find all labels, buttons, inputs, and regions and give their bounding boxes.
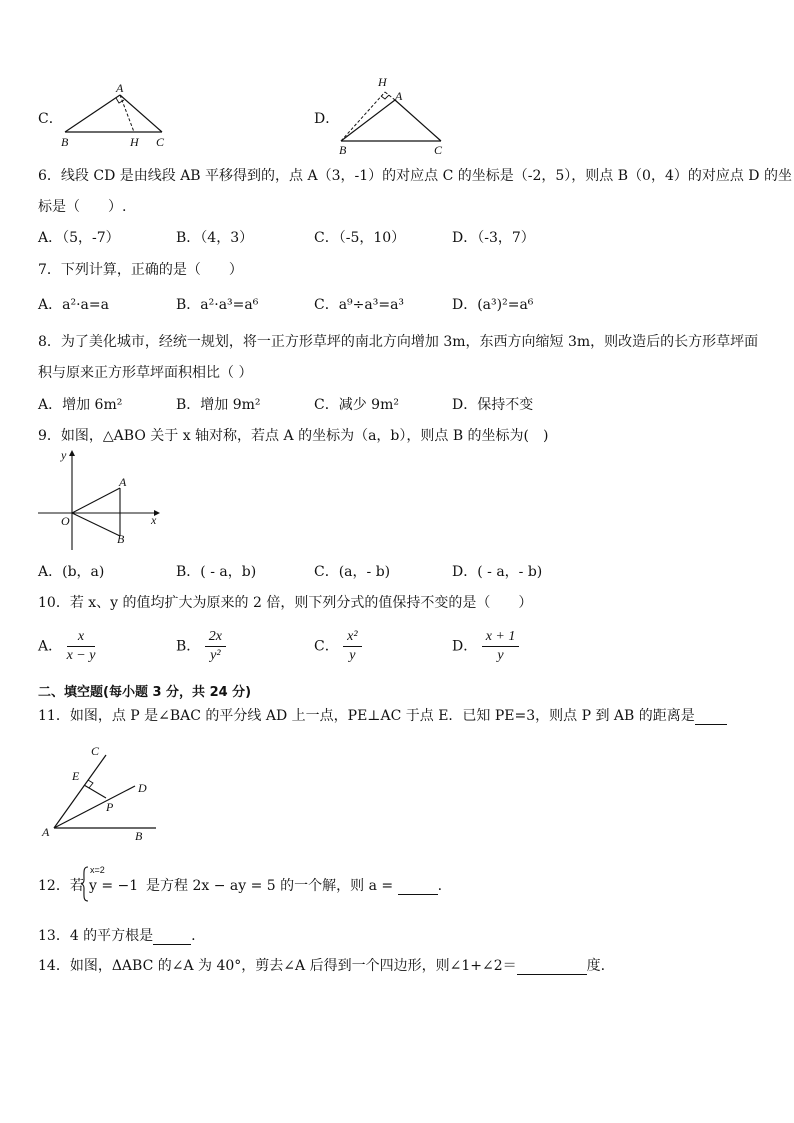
q6-stem-line2: 标是（ ）.: [38, 199, 127, 215]
q12-stem-rest: [146, 877, 442, 895]
q5-figure-c: [58, 80, 173, 150]
q8-stem-line2: 积与原来正方形草坪面积相比（ ）: [38, 365, 253, 381]
q12-system-bottom: y = −1: [89, 878, 139, 894]
q9-option-d: D．( - a，- b): [452, 564, 543, 580]
q11-angle-figure: [38, 740, 168, 845]
q9-label-y: y: [61, 448, 67, 462]
q10-option-d-fraction: [482, 628, 520, 665]
q10-option-d-label: D．: [452, 638, 478, 655]
q11-answer-blank[interactable]: [695, 710, 727, 725]
q9-label-a: A: [119, 475, 127, 489]
q8-option-a: A．增加 6m²: [38, 397, 123, 413]
q9-coordinate-figure: [36, 446, 166, 554]
q7-option-c: C．a⁹÷a³=a³: [314, 297, 405, 313]
q11-stem: [38, 707, 727, 725]
q11-label-d: D: [138, 781, 147, 795]
q14-stem-text: 14．如图，ΔABC 的∠A 为 40°，剪去∠A 后得到一个四边形，则∠1+∠2＝: [38, 958, 517, 974]
q5-option-c-label: C．: [38, 111, 63, 127]
q10-option-b-label: B．: [176, 638, 201, 655]
q10-a-denominator: x − y: [66, 648, 96, 663]
q5-option-d-label: D．: [314, 111, 340, 127]
q10-d-numerator: x + 1: [482, 628, 520, 647]
q12-end: .: [437, 878, 443, 894]
q11-stem-text: 11．如图，点 P 是∠BAC 的平分线 AD 上一点，PE⊥AC 于点 E．已知 PE=3，则点 P 到 AB 的距离是: [38, 708, 695, 724]
q10-a-numerator: x: [67, 628, 96, 647]
q11-label-b: B: [135, 829, 143, 843]
q5d-label-h: H: [378, 75, 387, 89]
q6-option-a: A．（5，-7）: [38, 230, 120, 246]
q14-stem: [38, 957, 605, 975]
q13-stem: [38, 927, 196, 945]
q6-option-d: D．（-3，7）: [452, 230, 535, 246]
q10-option-c: [314, 628, 362, 665]
q12-stem-text: 是方程 2x − ay = 5 的一个解，则 a =: [146, 878, 394, 894]
q12-answer-blank[interactable]: [398, 880, 438, 895]
section-fill-in-title: 二、填空题(每小题 3 分，共 24 分): [38, 685, 252, 700]
q10-b-numerator: 2x: [205, 628, 226, 647]
q5d-label-c: C: [434, 143, 443, 157]
q9-label-b: B: [117, 532, 125, 546]
q5c-label-h: H: [130, 135, 139, 149]
q6-option-c: C．（-5，10）: [314, 230, 406, 246]
q9-option-a: A．(b，a): [38, 564, 105, 580]
q6-stem-line1: 6．线段 CD 是由线段 AB 平移得到的，点 A（3，-1）的对应点 C 的坐标是（-2，5），则点 B（0，4）的对应点 D 的坐: [38, 168, 792, 184]
q10-option-b: [176, 628, 226, 665]
q8-option-c: C．减少 9m²: [314, 397, 399, 413]
q8-stem-line1: 8．为了美化城市，经统一规划，将一正方形草坪的南北方向增加 3m，东西方向缩短 3m，则改造后的长方形草坪面: [38, 334, 759, 350]
q9-label-x: x: [151, 513, 157, 527]
q5c-label-c: C: [156, 135, 165, 149]
q5d-label-a: A: [395, 89, 403, 103]
q7-stem: 7．下列计算，正确的是（ ）: [38, 262, 243, 278]
q9-label-o: O: [61, 514, 70, 528]
q5c-label-b: B: [61, 135, 69, 149]
q9-stem: 9．如图，△ABO 关于 x 轴对称，若点 A 的坐标为（a，b），则点 B 的坐标为( ): [38, 428, 549, 444]
q10-option-c-label: C．: [314, 638, 339, 655]
q10-c-numerator: x²: [343, 628, 361, 647]
q11-label-p: P: [106, 800, 114, 814]
q6-option-b: B．（4，3）: [176, 230, 254, 246]
q10-stem: 10．若 x、y 的值均扩大为原来的 2 倍，则下列分式的值保持不变的是（ ）: [38, 595, 533, 611]
q7-option-a: A．a²·a=a: [38, 297, 109, 313]
q10-option-a-label: A．: [38, 638, 63, 655]
q9-option-c: C．(a，- b): [314, 564, 391, 580]
q13-answer-blank[interactable]: [153, 930, 191, 945]
q10-option-b-fraction: [205, 628, 226, 665]
q13-end: .: [191, 928, 196, 944]
q5d-label-b: B: [339, 143, 347, 157]
q10-option-d: [452, 628, 519, 665]
q10-b-denominator: y²: [210, 648, 221, 663]
q8-option-b: B．增加 9m²: [176, 397, 261, 413]
q12-system-top: x=2: [90, 865, 105, 875]
q7-option-b: B．a²·a³=a⁶: [176, 297, 259, 313]
q11-label-e: E: [72, 769, 80, 783]
q5c-label-a: A: [116, 81, 124, 95]
q10-option-c-fraction: [343, 628, 361, 665]
q12-prefix: 12．若: [38, 878, 84, 894]
q11-label-c: C: [91, 744, 100, 758]
q14-end: 度.: [586, 958, 606, 974]
q11-label-a: A: [42, 825, 50, 839]
q8-option-d: D．保持不变: [452, 397, 534, 413]
q5-figure-d: [335, 70, 450, 158]
q10-d-denominator: y: [497, 648, 504, 663]
q10-option-a-fraction: [67, 628, 96, 665]
q14-answer-blank[interactable]: [517, 960, 587, 975]
q10-option-a: [38, 628, 95, 665]
q7-option-d: D．(a³)²=a⁶: [452, 297, 534, 313]
q9-option-b: B．( - a，b): [176, 564, 257, 580]
q10-c-denominator: y: [349, 648, 356, 663]
q13-stem-text: 13．4 的平方根是: [38, 928, 154, 944]
